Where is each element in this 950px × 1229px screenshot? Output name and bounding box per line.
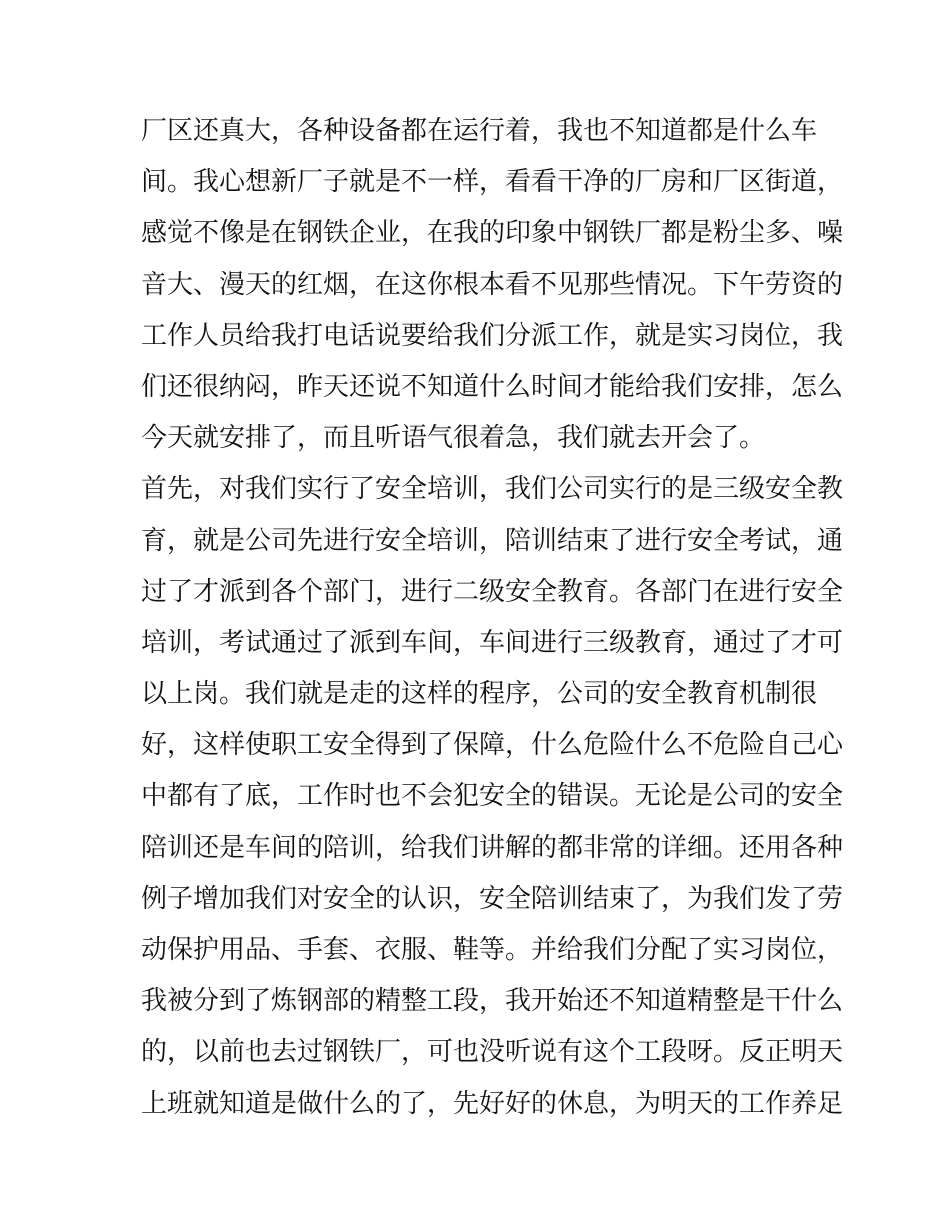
text-line: 首先，对我们实行了安全培训，我们公司实行的是三级安全教 [141,474,844,505]
text-line: 陪训还是车间的陪训，给我们讲解的都非常的详细。还用各种 [141,832,844,863]
text-line: 我被分到了炼钢部的精整工段，我开始还不知道精整是干什么 [141,986,844,1017]
text-line: 中都有了底，工作时也不会犯安全的错误。无论是公司的安全 [141,781,844,812]
text-line: 培训，考试通过了派到车间，车间进行三级教育，通过了才可 [141,627,844,658]
text-line: 好，这样使职工安全得到了保障，什么危险什么不危险自己心 [141,730,844,761]
text-line: 的，以前也去过钢铁厂，可也没听说有这个工段呀。反正明天 [141,1037,844,1068]
body-text [141,106,844,1130]
text-line: 例子增加我们对安全的认识，安全陪训结束了，为我们发了劳 [141,883,844,914]
text-line: 音大、漫天的红烟，在这你根本看不见那些情况。下午劳资的 [141,269,844,300]
text-line: 厂区还真大，各种设备都在运行着，我也不知道都是什么车 [141,116,818,146]
text-line: 间。我心想新厂子就是不一样，看看干净的厂房和厂区街道， [141,167,844,198]
text-line: 育，就是公司先进行安全培训，陪训结束了进行安全考试，通 [141,525,844,556]
text-line: 过了才派到各个部门，进行二级安全教育。各部门在进行安全 [141,576,844,607]
text-line: 上班就知道是做什么的了，先好好的休息，为明天的工作养足 [141,1088,844,1119]
text-line: 感觉不像是在钢铁企业，在我的印象中钢铁厂都是粉尘多、噪 [141,218,844,249]
text-line: 动保护用品、手套、衣服、鞋等。并给我们分配了实习岗位， [141,935,844,965]
text-line: 今天就安排了，而且听语气很着急，我们就去开会了。 [141,423,766,454]
text-line: 们还很纳闷，昨天还说不知道什么时间才能给我们安排，怎么 [141,371,844,402]
text-line: 以上岗。我们就是走的这样的程序，公司的安全教育机制很 [141,679,818,710]
text-line: 工作人员给我打电话说要给我们分派工作，就是实习岗位，我 [141,320,844,351]
